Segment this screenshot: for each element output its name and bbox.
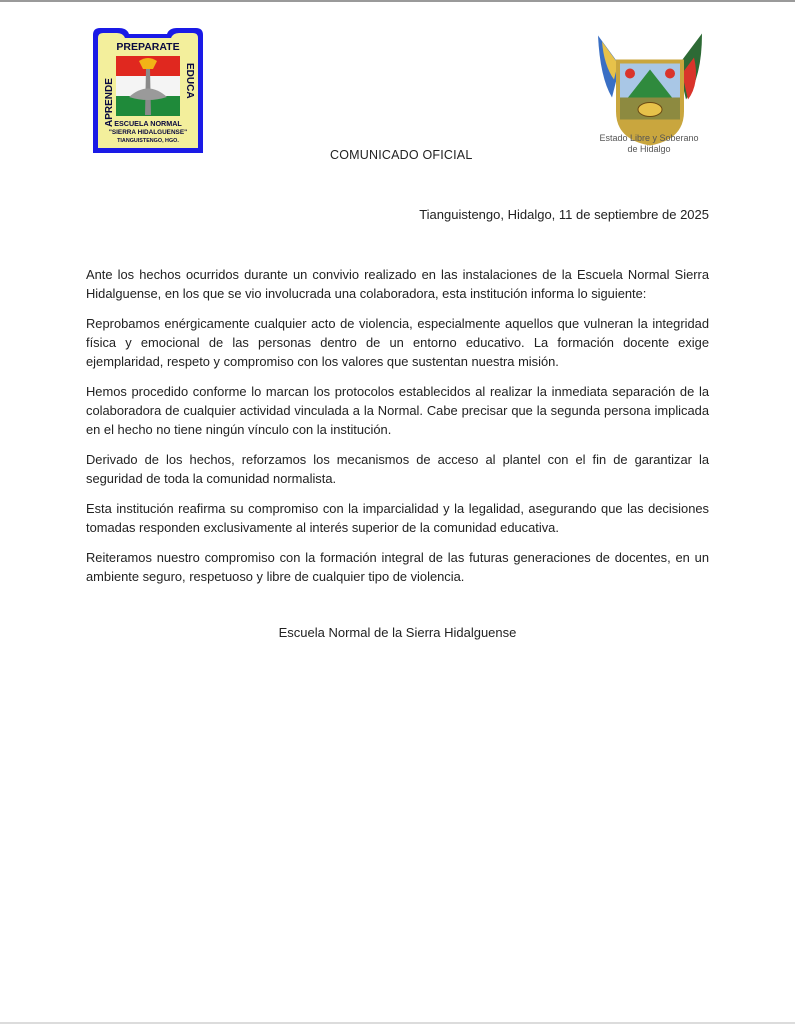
document-title: COMUNICADO OFICIAL: [330, 148, 473, 162]
paragraph: Derivado de los hechos, reforzamos los mecanismos de acceso al plantel con el fin de garantizar la seguridad de toda la comunidad normalista.: [86, 452, 709, 486]
page-top-border: [0, 0, 795, 2]
school-logo-right-text: EDUCA: [184, 63, 195, 99]
school-logo-line-2: "SIERRA HIDALGUENSE": [108, 129, 188, 136]
school-logo-line-1: ESCUELA NORMAL: [114, 119, 182, 128]
paragraph: Reprobamos enérgicamente cualquier acto de violencia, especialmente aquellos que vulneran la integridad física y emocional de las personas dentro de un entorno educativo. La formación docente exige ejemplaridad, respeto y compromiso con los valores que sustentan nuestra misión.: [86, 316, 709, 369]
school-crest-icon: [89, 25, 207, 158]
document-body: [86, 265, 709, 597]
state-caption-line-1: Estado Libre y Soberano: [599, 133, 699, 143]
paragraph: Ante los hechos ocurridos durante un convivio realizado en las instalaciones de la Escuela Normal Sierra Hidalguense, en los que se vio involucrada una colaboradora, esta institución informa lo siguiente:: [86, 267, 709, 301]
paragraph: Esta institución reafirma su compromiso con la imparcialidad y la legalidad, asegurando que las decisiones tomadas responden exclusivamente al interés superior de la comunidad educativa.: [86, 501, 709, 535]
state-caption-line-2: de Hidalgo: [627, 144, 671, 154]
signature: Escuela Normal de la Sierra Hidalguense: [278, 625, 517, 640]
school-logo-top-text: PREPARATE: [116, 41, 180, 53]
school-logo-line-3: TIANGUISTENGO, HGO.: [117, 138, 179, 144]
paragraph: Hemos procedido conforme lo marcan los protocolos establecidos al realizar la inmediata separación de la colaboradora de cualquier actividad vinculada a la Normal. Cabe precisar que la segunda persona implicada en el hecho no tiene ningún vínculo con la institución.: [86, 384, 709, 437]
date-line: Tianguistengo, Hidalgo, 11 de septiembre de 2025: [419, 207, 709, 222]
paragraph: Reiteramos nuestro compromiso con la formación integral de las futuras generaciones de docentes, en un ambiente seguro, respetuoso y libre de cualquier tipo de violencia.: [86, 550, 709, 584]
school-logo-left-text: APRENDE: [104, 78, 115, 127]
state-logo-caption: [583, 133, 715, 155]
